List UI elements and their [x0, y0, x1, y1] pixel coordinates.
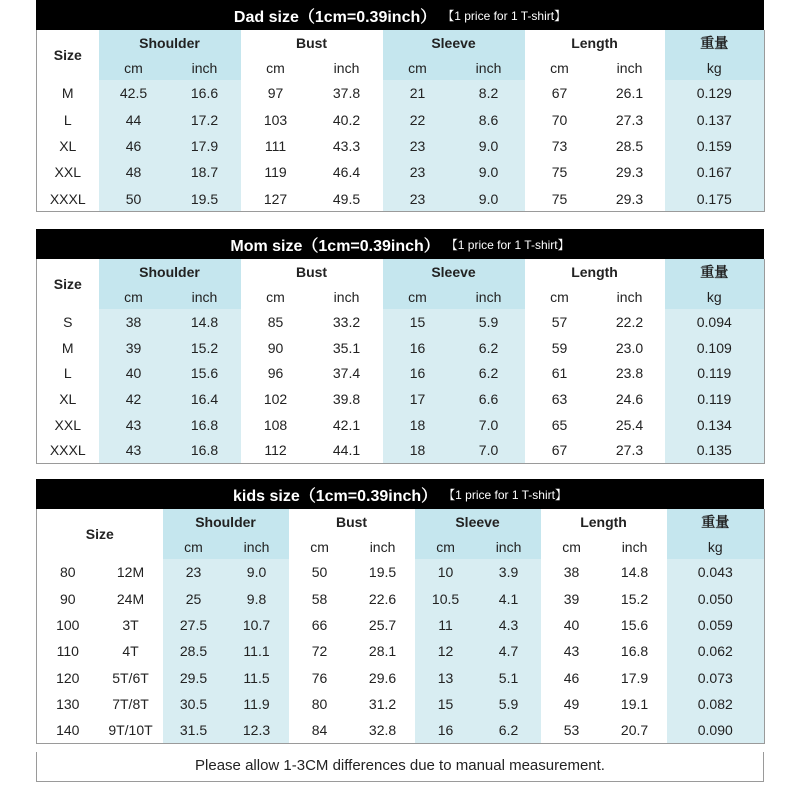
table-cell: 6.6 [453, 386, 525, 412]
shoulder-header: Shoulder [99, 259, 241, 285]
table-cell: 9.0 [453, 186, 525, 212]
table-row [37, 665, 765, 691]
dad-price-note: 【1 price for 1 T-shirt】 [442, 8, 567, 23]
table-cell: 16.8 [169, 437, 241, 463]
unit-inch: inch [311, 56, 383, 80]
table-cell: 16.8 [603, 638, 667, 664]
table-cell: 4.7 [477, 638, 541, 664]
table-cell: 28.1 [351, 638, 415, 664]
unit-cm: cm [415, 535, 477, 559]
table-cell: 24.6 [595, 386, 665, 412]
weight-header: 重量 [665, 30, 765, 56]
unit-cm: cm [163, 535, 225, 559]
dad-title-bar [36, 0, 764, 30]
table-row [37, 80, 765, 106]
table-cell: 28.5 [595, 133, 665, 159]
mom-title: Mom size（1cm=0.39inch） [230, 237, 440, 255]
table-cell: 65 [525, 412, 595, 438]
unit-cm: cm [99, 56, 169, 80]
table-row [37, 717, 765, 743]
table-cell: 23.0 [595, 335, 665, 361]
table-cell: 12M [99, 559, 163, 585]
unit-inch: inch [477, 535, 541, 559]
table-cell: XXL [37, 159, 99, 185]
table-cell: 0.135 [665, 437, 765, 463]
table-cell: 14.8 [169, 309, 241, 335]
unit-cm: cm [289, 535, 351, 559]
table-cell: 0.159 [665, 133, 765, 159]
table-cell: 0.043 [667, 559, 765, 585]
unit-inch: inch [311, 285, 383, 309]
unit-inch: inch [453, 56, 525, 80]
table-row [37, 412, 765, 438]
table-cell: 59 [525, 335, 595, 361]
table-cell: 76 [289, 665, 351, 691]
table-cell: 17 [383, 386, 453, 412]
table-cell: 43.3 [311, 133, 383, 159]
unit-cm: cm [525, 56, 595, 80]
unit-inch: inch [169, 56, 241, 80]
table-cell: 84 [289, 717, 351, 743]
table-cell: 3T [99, 612, 163, 638]
table-cell: L [37, 106, 99, 132]
table-cell: 30.5 [163, 691, 225, 717]
table-row [37, 159, 765, 185]
table-cell: 29.6 [351, 665, 415, 691]
table-cell: 0.137 [665, 106, 765, 132]
table-row [37, 638, 765, 664]
table-cell: 0.134 [665, 412, 765, 438]
table-cell: 35.1 [311, 335, 383, 361]
bust-header: Bust [241, 30, 383, 56]
table-cell: 19.5 [351, 559, 415, 585]
table-cell: 43 [99, 437, 169, 463]
unit-cm: cm [525, 285, 595, 309]
table-cell: 20.7 [603, 717, 667, 743]
mom-size-table [36, 259, 765, 464]
unit-inch: inch [169, 285, 241, 309]
table-cell: 38 [99, 309, 169, 335]
table-row [37, 186, 765, 212]
table-cell: 25.7 [351, 612, 415, 638]
table-cell: 16.8 [169, 412, 241, 438]
table-cell: 16.4 [169, 386, 241, 412]
table-cell: 29.3 [595, 186, 665, 212]
table-cell: XL [37, 386, 99, 412]
table-cell: 31.5 [163, 717, 225, 743]
table-cell: 15.6 [603, 612, 667, 638]
table-cell: 110 [37, 638, 99, 664]
table-cell: 0.119 [665, 386, 765, 412]
kids-price-note: 【1 price for 1 T-shirt】 [443, 487, 567, 502]
table-cell: 48 [99, 159, 169, 185]
table-cell: 111 [241, 133, 311, 159]
table-row [37, 612, 765, 638]
dad-table-body [37, 80, 765, 212]
table-cell: 90 [37, 585, 99, 611]
table-cell: 61 [525, 360, 595, 386]
dad-title: Dad size（1cm=0.39inch） [233, 8, 437, 26]
table-cell: 24M [99, 585, 163, 611]
unit-cm: cm [383, 56, 453, 80]
table-cell: 103 [241, 106, 311, 132]
table-cell: 0.059 [667, 612, 765, 638]
table-cell: M [37, 80, 99, 106]
table-cell: 42.1 [311, 412, 383, 438]
table-cell: 58 [289, 585, 351, 611]
table-row [37, 386, 765, 412]
unit-kg: kg [667, 535, 765, 559]
table-cell: 39.8 [311, 386, 383, 412]
unit-cm: cm [241, 56, 311, 80]
table-cell: 19.5 [169, 186, 241, 212]
table-cell: 0.090 [667, 717, 765, 743]
table-cell: 46 [541, 665, 603, 691]
table-cell: 67 [525, 437, 595, 463]
kids-table-body [37, 559, 765, 744]
table-cell: 4.1 [477, 585, 541, 611]
table-cell: 10.5 [415, 585, 477, 611]
table-cell: 18 [383, 412, 453, 438]
table-cell: 40 [541, 612, 603, 638]
table-row [37, 309, 765, 335]
table-cell: 5.9 [453, 309, 525, 335]
table-cell: 9.0 [225, 559, 289, 585]
table-row [37, 437, 765, 463]
unit-cm: cm [383, 285, 453, 309]
table-cell: 17.9 [603, 665, 667, 691]
shoulder-header: Shoulder [99, 30, 241, 56]
table-cell: 18 [383, 437, 453, 463]
table-cell: 14.8 [603, 559, 667, 585]
table-cell: 4.3 [477, 612, 541, 638]
table-cell: 0.167 [665, 159, 765, 185]
table-row [37, 559, 765, 585]
kids-title: kids size（1cm=0.39inch） [233, 487, 438, 505]
table-cell: 112 [241, 437, 311, 463]
table-row [37, 133, 765, 159]
table-cell: 17.9 [169, 133, 241, 159]
table-cell: 40 [99, 360, 169, 386]
table-cell: 0.094 [665, 309, 765, 335]
weight-header: 重量 [665, 259, 765, 285]
table-cell: 102 [241, 386, 311, 412]
table-cell: 18.7 [169, 159, 241, 185]
table-cell: 46.4 [311, 159, 383, 185]
table-cell: 57 [525, 309, 595, 335]
table-cell: 0.082 [667, 691, 765, 717]
table-cell: 63 [525, 386, 595, 412]
table-cell: 108 [241, 412, 311, 438]
table-cell: 22.2 [595, 309, 665, 335]
table-cell: 42.5 [99, 80, 169, 106]
table-cell: 22 [383, 106, 453, 132]
table-cell: 6.2 [453, 335, 525, 361]
table-cell: 42 [99, 386, 169, 412]
mom-size-section [36, 229, 764, 464]
table-cell: 23 [383, 186, 453, 212]
kids-size-section [36, 479, 764, 744]
kids-size-table [36, 509, 765, 744]
table-cell: 80 [37, 559, 99, 585]
table-cell: 21 [383, 80, 453, 106]
table-cell: 15.2 [603, 585, 667, 611]
unit-cm: cm [241, 285, 311, 309]
table-cell: 140 [37, 717, 99, 743]
table-cell: 8.2 [453, 80, 525, 106]
table-cell: 0.119 [665, 360, 765, 386]
unit-cm: cm [99, 285, 169, 309]
table-cell: 23 [383, 133, 453, 159]
table-cell: 46 [99, 133, 169, 159]
table-cell: 49.5 [311, 186, 383, 212]
table-cell: 27.3 [595, 437, 665, 463]
table-cell: 39 [541, 585, 603, 611]
size-header: Size [37, 30, 99, 80]
table-cell: 40.2 [311, 106, 383, 132]
table-cell: 85 [241, 309, 311, 335]
unit-inch: inch [603, 535, 667, 559]
table-cell: 0.050 [667, 585, 765, 611]
unit-inch: inch [595, 56, 665, 80]
table-cell: 15.6 [169, 360, 241, 386]
table-cell: 9T/10T [99, 717, 163, 743]
table-cell: 10 [415, 559, 477, 585]
table-cell: 16 [415, 717, 477, 743]
table-cell: 72 [289, 638, 351, 664]
table-row [37, 360, 765, 386]
table-row [37, 691, 765, 717]
table-row [37, 585, 765, 611]
table-cell: 15.2 [169, 335, 241, 361]
table-cell: 96 [241, 360, 311, 386]
table-cell: S [37, 309, 99, 335]
unit-kg: kg [665, 56, 765, 80]
table-cell: 0.073 [667, 665, 765, 691]
sleeve-header: Sleeve [383, 30, 525, 56]
table-cell: 17.2 [169, 106, 241, 132]
table-cell: 75 [525, 186, 595, 212]
dad-size-table [36, 30, 765, 212]
table-cell: 7T/8T [99, 691, 163, 717]
table-cell: 5T/6T [99, 665, 163, 691]
table-cell: XXXL [37, 437, 99, 463]
table-cell: 23 [163, 559, 225, 585]
table-cell: 50 [289, 559, 351, 585]
bust-header: Bust [241, 259, 383, 285]
table-cell: 37.8 [311, 80, 383, 106]
table-cell: M [37, 335, 99, 361]
table-cell: 12 [415, 638, 477, 664]
sleeve-header: Sleeve [383, 259, 525, 285]
table-cell: 38 [541, 559, 603, 585]
table-cell: 44 [99, 106, 169, 132]
table-cell: 6.2 [453, 360, 525, 386]
table-cell: 9.0 [453, 159, 525, 185]
table-cell: 9.0 [453, 133, 525, 159]
dad-size-section [36, 0, 764, 212]
table-cell: 80 [289, 691, 351, 717]
table-cell: 0.175 [665, 186, 765, 212]
table-cell: 10.7 [225, 612, 289, 638]
weight-header: 重量 [667, 509, 765, 535]
table-cell: 22.6 [351, 585, 415, 611]
table-cell: 119 [241, 159, 311, 185]
unit-inch: inch [595, 285, 665, 309]
table-cell: 73 [525, 133, 595, 159]
unit-inch: inch [453, 285, 525, 309]
table-cell: 16 [383, 335, 453, 361]
table-cell: 6.2 [477, 717, 541, 743]
table-row [37, 106, 765, 132]
table-cell: 7.0 [453, 412, 525, 438]
table-cell: 4T [99, 638, 163, 664]
table-cell: 11.9 [225, 691, 289, 717]
table-cell: 49 [541, 691, 603, 717]
unit-kg: kg [665, 285, 765, 309]
table-cell: 7.0 [453, 437, 525, 463]
table-cell: XXXL [37, 186, 99, 212]
table-cell: 9.8 [225, 585, 289, 611]
table-cell: 11 [415, 612, 477, 638]
table-cell: 26.1 [595, 80, 665, 106]
table-cell: 29.3 [595, 159, 665, 185]
size-header: Size [37, 259, 99, 309]
table-cell: 0.109 [665, 335, 765, 361]
shoulder-header: Shoulder [163, 509, 289, 535]
table-row [37, 335, 765, 361]
table-cell: 53 [541, 717, 603, 743]
table-cell: 12.3 [225, 717, 289, 743]
mom-title-bar [36, 229, 764, 259]
table-cell: 43 [541, 638, 603, 664]
table-cell: 39 [99, 335, 169, 361]
table-cell: 25 [163, 585, 225, 611]
sleeve-header: Sleeve [415, 509, 541, 535]
table-cell: 23 [383, 159, 453, 185]
unit-inch: inch [225, 535, 289, 559]
table-cell: 5.9 [477, 691, 541, 717]
table-cell: 120 [37, 665, 99, 691]
unit-cm: cm [541, 535, 603, 559]
size-header: Size [37, 509, 163, 559]
table-cell: 23.8 [595, 360, 665, 386]
table-cell: 19.1 [603, 691, 667, 717]
table-cell: 27.3 [595, 106, 665, 132]
table-cell: 50 [99, 186, 169, 212]
table-cell: 29.5 [163, 665, 225, 691]
table-cell: 11.5 [225, 665, 289, 691]
table-cell: 5.1 [477, 665, 541, 691]
table-cell: 100 [37, 612, 99, 638]
unit-inch: inch [351, 535, 415, 559]
length-header: Length [525, 259, 665, 285]
table-cell: 37.4 [311, 360, 383, 386]
table-cell: 43 [99, 412, 169, 438]
table-cell: 16 [383, 360, 453, 386]
length-header: Length [541, 509, 667, 535]
table-cell: 25.4 [595, 412, 665, 438]
kids-title-bar [36, 479, 764, 509]
table-cell: 67 [525, 80, 595, 106]
table-cell: L [37, 360, 99, 386]
mom-price-note: 【1 price for 1 T-shirt】 [445, 237, 570, 252]
table-cell: 8.6 [453, 106, 525, 132]
table-cell: 27.5 [163, 612, 225, 638]
table-cell: 15 [415, 691, 477, 717]
table-cell: XXL [37, 412, 99, 438]
table-cell: 66 [289, 612, 351, 638]
table-cell: 28.5 [163, 638, 225, 664]
table-cell: 75 [525, 159, 595, 185]
table-cell: 97 [241, 80, 311, 106]
table-cell: 0.062 [667, 638, 765, 664]
table-cell: 70 [525, 106, 595, 132]
bust-header: Bust [289, 509, 415, 535]
table-cell: 0.129 [665, 80, 765, 106]
table-cell: 3.9 [477, 559, 541, 585]
measurement-disclaimer: Please allow 1-3CM differences due to manual measurement. [36, 752, 764, 782]
table-cell: 90 [241, 335, 311, 361]
table-cell: 33.2 [311, 309, 383, 335]
table-cell: XL [37, 133, 99, 159]
table-cell: 32.8 [351, 717, 415, 743]
table-cell: 44.1 [311, 437, 383, 463]
mom-table-body [37, 309, 765, 463]
table-cell: 16.6 [169, 80, 241, 106]
table-cell: 13 [415, 665, 477, 691]
table-cell: 15 [383, 309, 453, 335]
table-cell: 130 [37, 691, 99, 717]
table-cell: 127 [241, 186, 311, 212]
length-header: Length [525, 30, 665, 56]
table-cell: 11.1 [225, 638, 289, 664]
table-cell: 31.2 [351, 691, 415, 717]
